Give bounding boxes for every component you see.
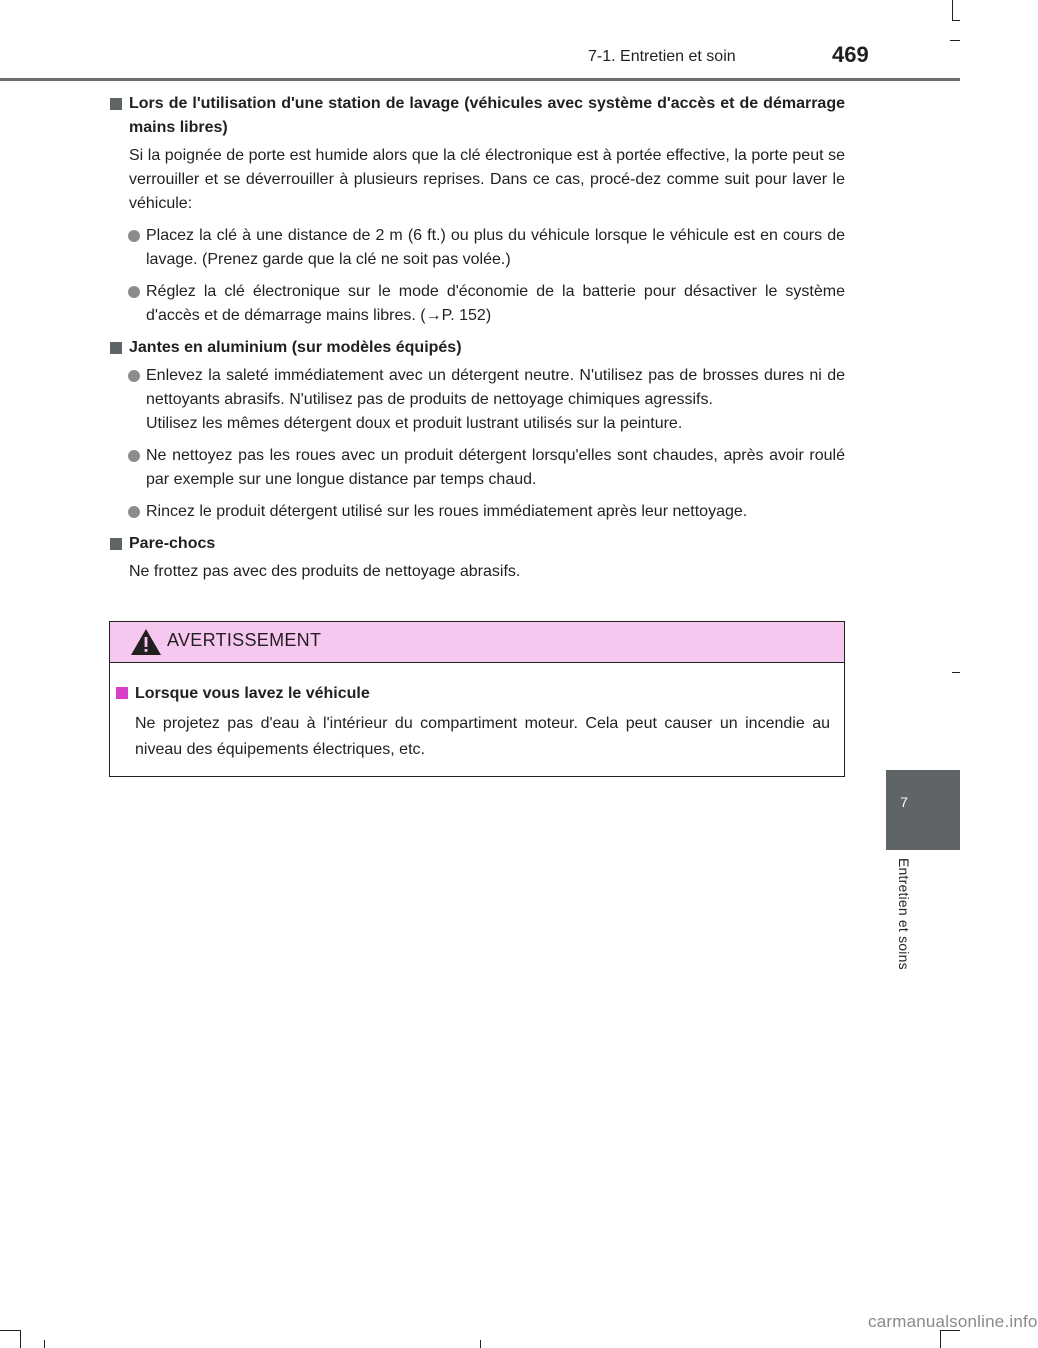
- warning-box: [109, 621, 845, 777]
- round-bullet-icon: [128, 230, 140, 242]
- warning-label: AVERTISSEMENT: [167, 630, 322, 650]
- header-rule: [0, 78, 960, 81]
- round-bullet-icon: [128, 286, 140, 298]
- list-item-text: Rincez le produit détergent utilisé sur les roues immédiatement après leur nettoyage.: [146, 503, 748, 520]
- crop-mark: [44, 1340, 45, 1348]
- heading-text: Lorsque vous lavez le véhicule: [135, 685, 370, 702]
- square-bullet-icon: [110, 538, 122, 550]
- square-bullet-icon: [110, 98, 122, 110]
- list-item: [110, 444, 845, 492]
- warning-triangle-icon: [130, 628, 162, 656]
- crop-mark: [952, 0, 953, 20]
- chapter-number: 7: [900, 794, 908, 810]
- section-title: 7-1. Entretien et soin: [588, 48, 736, 65]
- crop-mark: [20, 1330, 21, 1348]
- heading-text: Lors de l'utilisation d'une station de lavage (véhicules avec système d'accès et de démarrage mains libres): [129, 95, 845, 136]
- list-item-text: Réglez la clé électronique sur le mode d'économie de la batterie pour désactiver le système d'accès et de démarrage mains libres. (→P. 152): [146, 283, 845, 324]
- warning-body: [110, 663, 844, 763]
- warning-subtitle: [116, 681, 830, 707]
- list-item: [110, 500, 845, 524]
- list-item: [110, 224, 845, 272]
- crop-mark: [950, 40, 960, 41]
- list-item-text: Utilisez les mêmes détergent doux et produit lustrant utilisés sur la peinture.: [146, 415, 683, 432]
- round-bullet-icon: [128, 370, 140, 382]
- list-item-text: Ne nettoyez pas les roues avec un produit détergent lorsqu'elles sont chaudes, après avoir roulé par exemple sur une longue distance par temps chaud.: [146, 447, 845, 488]
- crop-mark: [0, 1330, 20, 1331]
- square-bullet-icon: [116, 687, 128, 699]
- crop-mark: [940, 1330, 941, 1348]
- crop-mark: [480, 1340, 481, 1348]
- footer-watermark[interactable]: carmanualsonline.info: [868, 1312, 1038, 1331]
- chapter-tab[interactable]: [886, 770, 960, 850]
- main-content: [110, 92, 845, 592]
- section-heading-wheels: [110, 336, 845, 360]
- list-item: [110, 364, 845, 436]
- heading-text: Jantes en aluminium (sur modèles équipés): [129, 339, 462, 356]
- section-heading-car-wash: [110, 92, 845, 140]
- paragraph-bumpers: Ne frottez pas avec des produits de nettoyage abrasifs.: [129, 563, 521, 580]
- round-bullet-icon: [128, 506, 140, 518]
- heading-text: Pare-chocs: [129, 535, 216, 552]
- warning-header: [110, 622, 844, 663]
- crop-mark: [952, 20, 960, 21]
- square-bullet-icon: [110, 342, 122, 354]
- section-heading-bumpers: [110, 532, 845, 556]
- crop-mark: [952, 672, 960, 673]
- round-bullet-icon: [128, 450, 140, 462]
- list-item: [110, 280, 845, 328]
- page-number: 469: [832, 42, 869, 67]
- warning-text: Ne projetez pas d'eau à l'intérieur du compartiment moteur. Cela peut causer un incendie au niveau des équipements électriques, etc.: [135, 715, 830, 758]
- chapter-label: Entretien et soins: [896, 858, 912, 970]
- paragraph-car-wash-intro: Si la poignée de porte est humide alors que la clé électronique est à portée effective, la porte peut se verrouiller et se déverrouiller à plusieurs reprises. Dans ce cas, procé-dez comme suit pour laver le véhicule:: [129, 147, 845, 212]
- list-item-text: Enlevez la saleté immédiatement avec un détergent neutre. N'utilisez pas de brosses dures ni de nettoyants abrasifs. N'utilisez pas de produits de nettoyage chimiques agressifs.: [146, 367, 845, 408]
- list-item-text: Placez la clé à une distance de 2 m (6 ft.) ou plus du véhicule lorsque le véhicule est en cours de lavage. (Prenez garde que la clé ne soit pas volée.): [146, 227, 845, 268]
